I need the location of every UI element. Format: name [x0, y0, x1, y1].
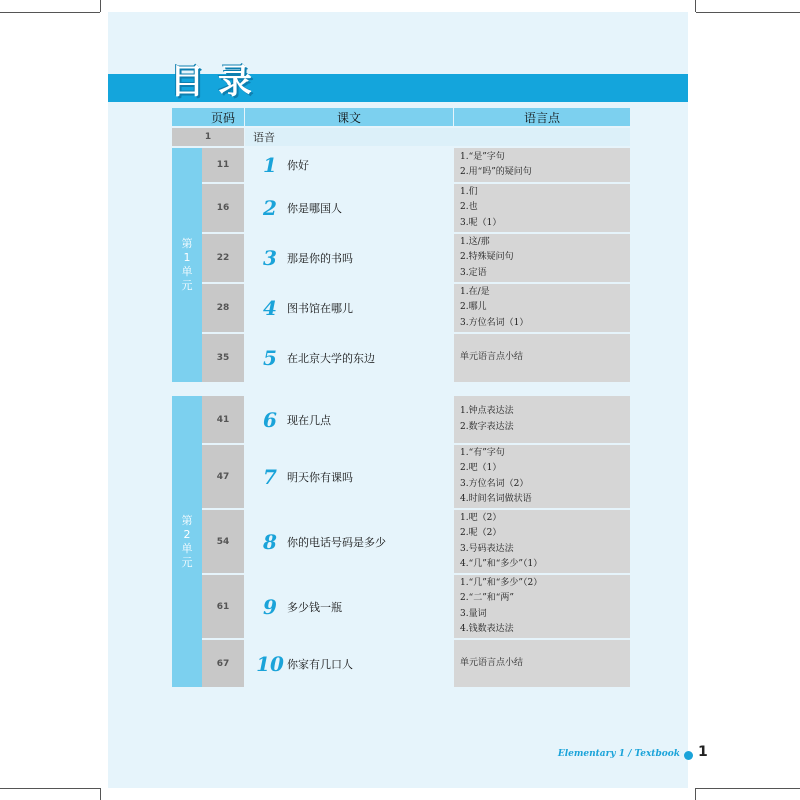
- header-spacer: [172, 108, 202, 126]
- page-title: 目录: [170, 62, 266, 102]
- intro-page: 1: [172, 128, 244, 146]
- unit-label-char: 第: [181, 513, 193, 527]
- lesson-cell: [245, 148, 453, 182]
- language-point: 2.吧（1）: [460, 463, 502, 473]
- lesson-cell: [245, 334, 453, 382]
- lesson-points: [454, 284, 630, 332]
- lesson-cell: [245, 445, 453, 508]
- lesson-page: 28: [202, 284, 244, 332]
- lesson-number: 8: [263, 529, 277, 554]
- language-point: 1.“有”字句: [460, 447, 505, 458]
- crop-mark: [0, 12, 100, 13]
- unit-label: [172, 396, 202, 687]
- crop-mark: [696, 12, 800, 13]
- unit-label: [172, 148, 202, 382]
- intro-title: 语音: [245, 128, 630, 146]
- lesson-cell: [245, 510, 453, 573]
- language-point: 2.“二”和“两”: [460, 593, 514, 603]
- language-point: 3.号码表达法: [460, 543, 514, 554]
- language-point: 4.“几”和“多少”（1）: [460, 559, 543, 569]
- lesson-title: 你的电话号码是多少: [287, 535, 386, 549]
- lesson-page: 16: [202, 184, 244, 232]
- footer-text: Elementary 1 / Textbook: [557, 749, 680, 759]
- lesson-number: 1: [263, 153, 277, 177]
- lesson-title: 你家有几口人: [287, 657, 353, 671]
- header-points: 语言点: [454, 108, 630, 126]
- language-point: 3.方位名词（2）: [460, 478, 529, 489]
- lesson-points: [454, 396, 630, 443]
- language-point: 1.这/那: [460, 236, 490, 247]
- lesson-points: [454, 148, 630, 182]
- unit-label-char: 第: [181, 237, 193, 250]
- language-point: 3.呢（1）: [460, 217, 502, 228]
- lesson-page: 47: [202, 445, 244, 508]
- lesson-title: 图书馆在哪儿: [287, 302, 353, 315]
- lesson-page: 35: [202, 334, 244, 382]
- lesson-number: 10: [256, 651, 284, 676]
- unit-label-char: 1: [183, 251, 191, 264]
- lesson-title: 多少钱一瓶: [287, 600, 342, 614]
- language-point: 1.“几”和“多少”（2）: [460, 577, 543, 588]
- unit-label-char: 元: [181, 279, 193, 292]
- lesson-page: 11: [202, 148, 244, 182]
- language-point: 3.量词: [460, 608, 487, 619]
- lesson-number: 4: [263, 296, 277, 320]
- crop-mark: [695, 0, 696, 12]
- lesson-points: [454, 575, 630, 638]
- unit-label-char: 2: [183, 527, 191, 541]
- lesson-page: 22: [202, 234, 244, 282]
- lesson-page: 41: [202, 396, 244, 443]
- lesson-title: 那是你的书吗: [287, 252, 353, 265]
- language-point: 1.钟点表达法: [460, 406, 514, 416]
- language-point: 单元语言点小结: [460, 352, 524, 363]
- crop-mark: [696, 788, 800, 789]
- lesson-cell: [245, 575, 453, 638]
- language-point: 4.钱数表达法: [460, 624, 514, 634]
- language-point: 4.时间名词做状语: [460, 494, 532, 504]
- language-point: 3.方位名词（1）: [460, 317, 529, 328]
- lesson-number: 6: [263, 407, 277, 432]
- crop-mark: [695, 788, 696, 800]
- lesson-points: [454, 334, 630, 382]
- lesson-title: 现在几点: [287, 413, 331, 427]
- unit-label-char: 单: [181, 265, 193, 278]
- language-point: 2.数字表达法: [460, 421, 514, 432]
- crop-mark: [100, 788, 101, 800]
- language-point: 1.们: [460, 186, 478, 197]
- language-point: 2.用“吗”的疑问句: [460, 167, 532, 177]
- unit-label-char: 单: [181, 541, 193, 555]
- footer-dot: [684, 751, 693, 760]
- lesson-points: [454, 184, 630, 232]
- language-point: 2.哪儿: [460, 302, 487, 313]
- crop-mark: [0, 788, 100, 789]
- lesson-cell: [245, 640, 453, 687]
- lesson-cell: [245, 184, 453, 232]
- language-point: 3.定语: [460, 267, 487, 278]
- lesson-number: 7: [263, 464, 277, 489]
- lesson-cell: [245, 234, 453, 282]
- language-point: 2.呢（2）: [460, 528, 502, 538]
- language-point: 1.吧（2）: [460, 512, 502, 523]
- language-point: 2.也: [460, 202, 478, 213]
- lesson-number: 3: [263, 246, 277, 270]
- unit-label-char: 元: [181, 555, 193, 569]
- language-point: 1.在/是: [460, 286, 490, 297]
- lesson-number: 9: [263, 594, 277, 619]
- language-point: 2.特殊疑问句: [460, 252, 514, 263]
- lesson-number: 5: [263, 346, 277, 370]
- lesson-cell: [245, 396, 453, 443]
- lesson-cell: [245, 284, 453, 332]
- lesson-title: 你是哪国人: [287, 202, 342, 215]
- lesson-points: [454, 445, 630, 508]
- lesson-title: 明天你有课吗: [287, 470, 353, 484]
- lesson-points: [454, 234, 630, 282]
- header-page: 页码: [202, 108, 244, 126]
- language-point: 单元语言点小结: [460, 657, 524, 668]
- crop-mark: [100, 0, 101, 12]
- lesson-points: [454, 640, 630, 687]
- header-lesson: 课文: [245, 108, 453, 126]
- lesson-page: 54: [202, 510, 244, 573]
- page-number: 1: [698, 744, 708, 760]
- lesson-title: 你好: [287, 159, 309, 172]
- lesson-number: 2: [263, 196, 277, 220]
- language-point: 1.“是”字句: [460, 151, 505, 162]
- lesson-page: 67: [202, 640, 244, 687]
- lesson-title: 在北京大学的东边: [287, 352, 375, 365]
- lesson-page: 61: [202, 575, 244, 638]
- lesson-points: [454, 510, 630, 573]
